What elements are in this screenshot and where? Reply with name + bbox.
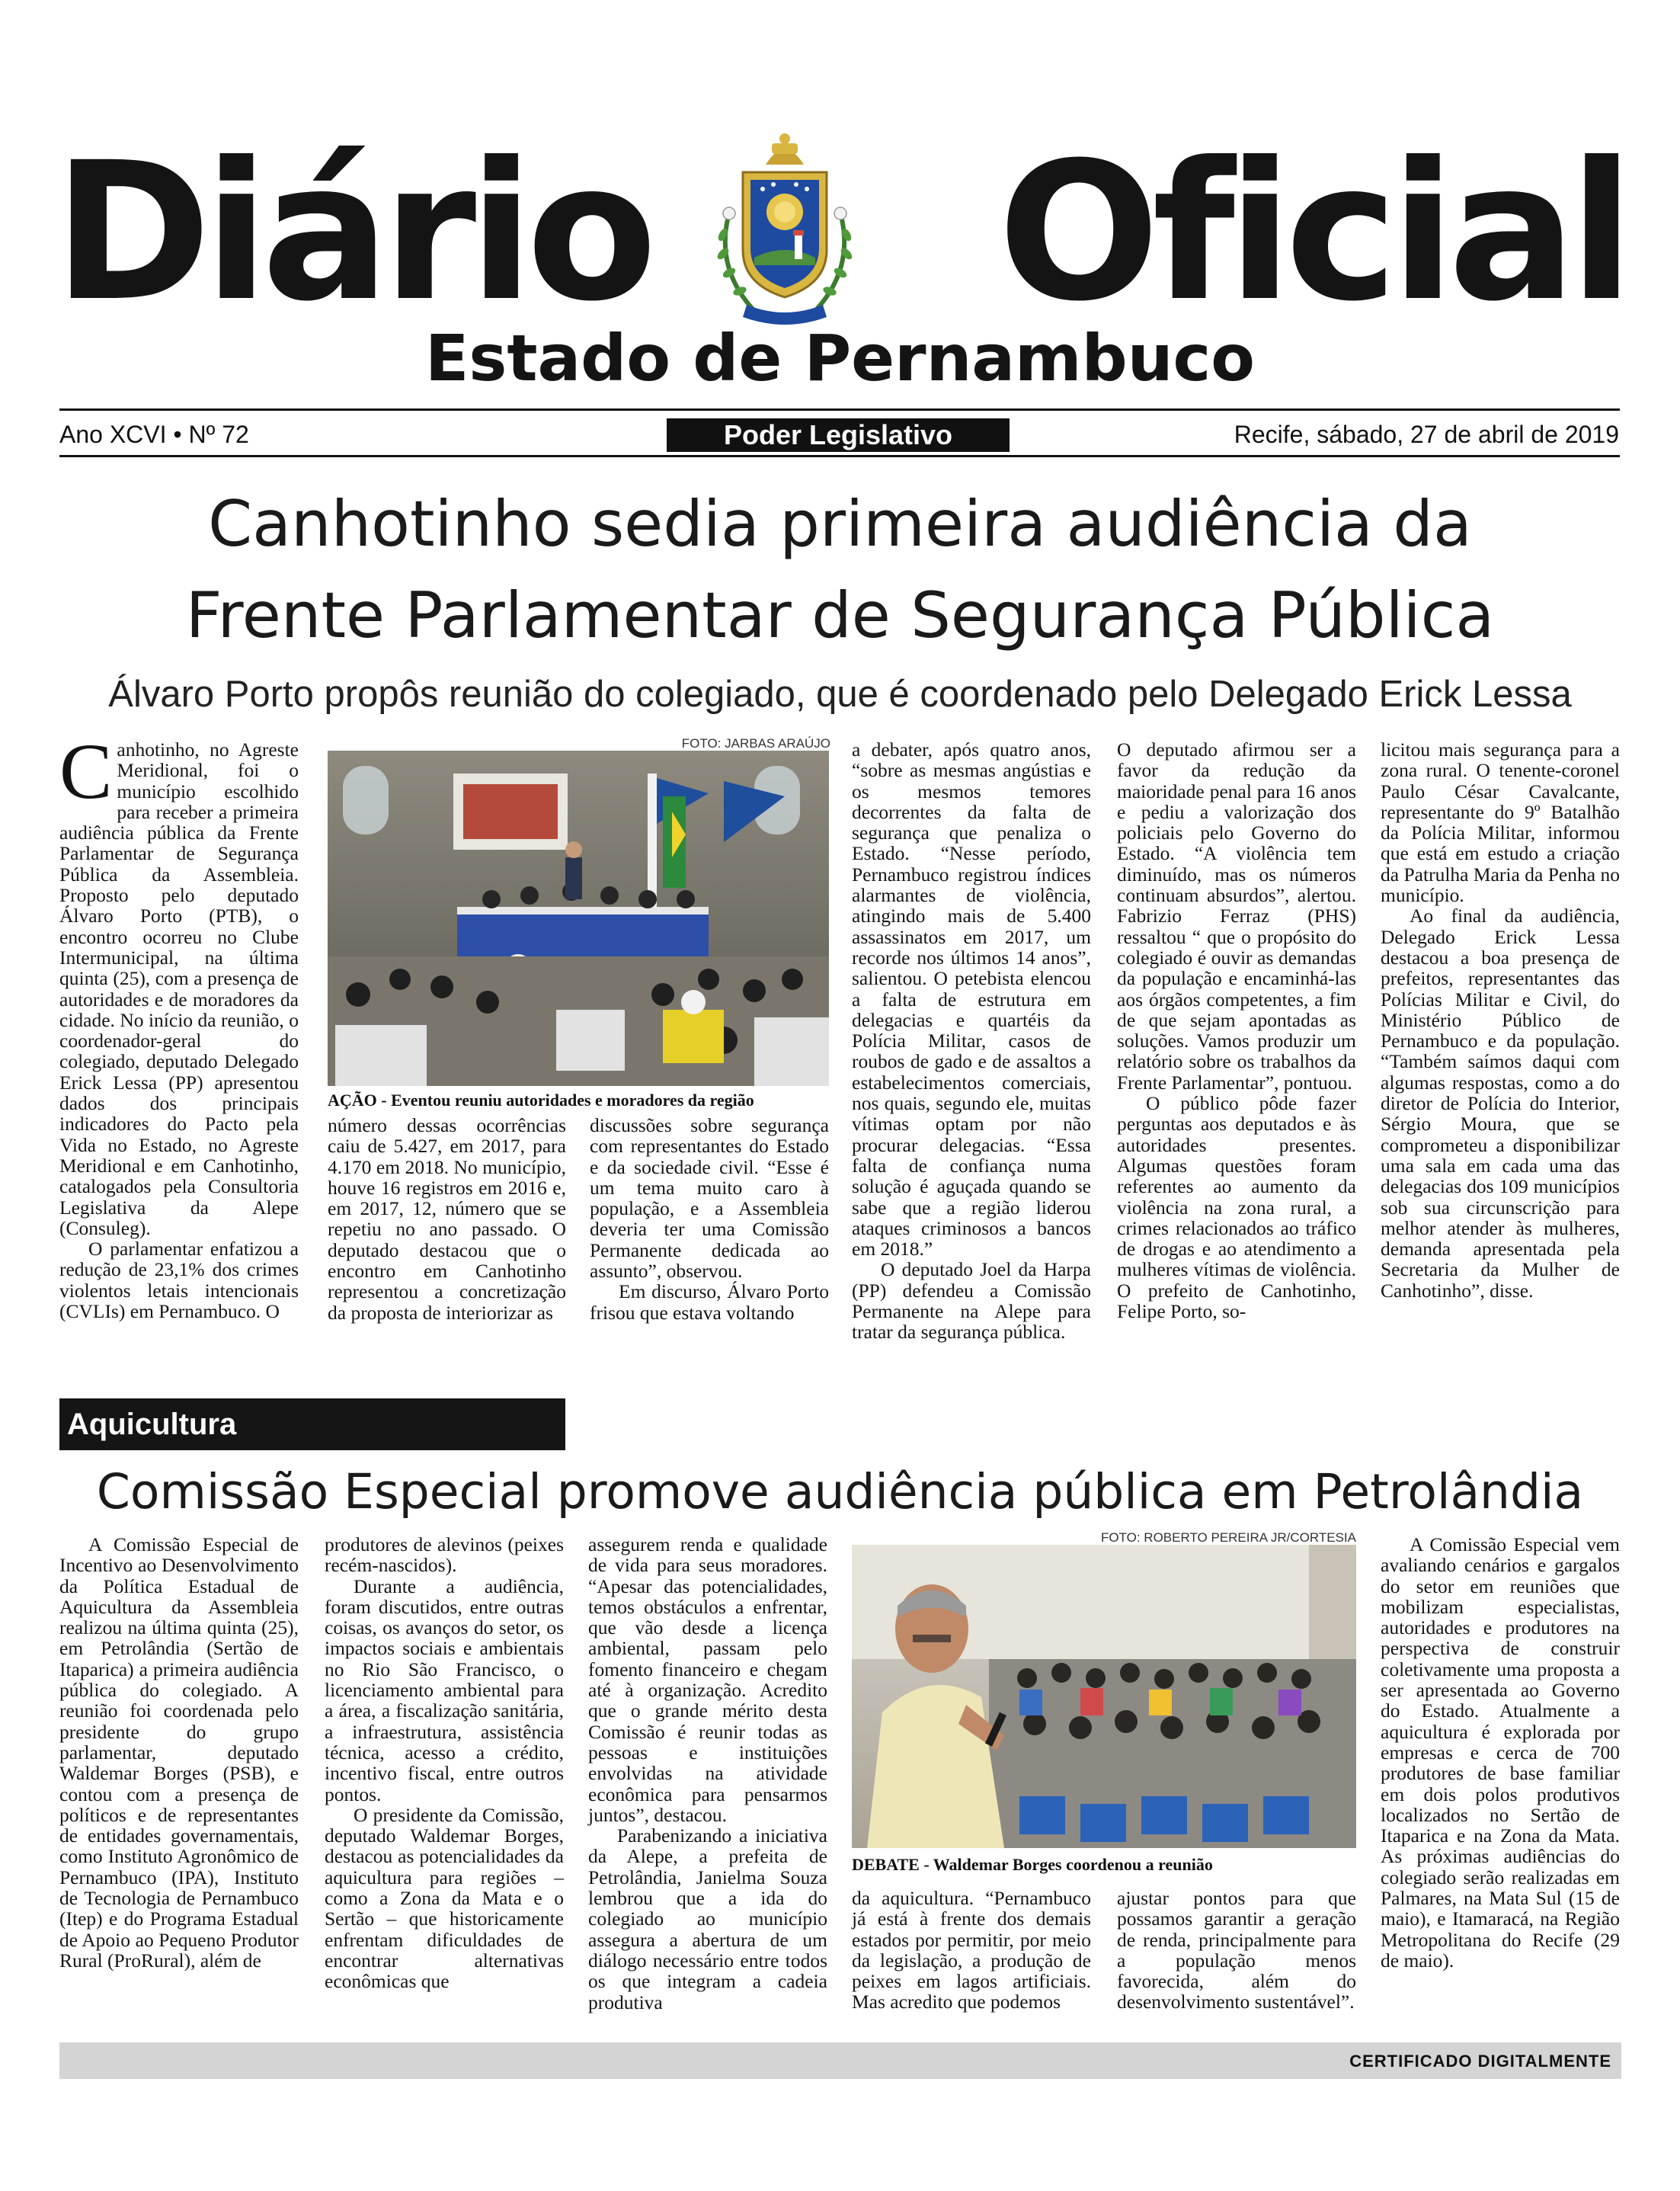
article1-photo-credit: FOTO: JARBAS ARAÚJO: [681, 736, 830, 751]
drop-cap: C: [59, 728, 113, 815]
article2-column-5: [1117, 1888, 1356, 2013]
article2-paragraph: Durante a audiência, foram discutidos, entre outras coisas, os avanços do setor, os impactos sociais e ambientais no Rio São Francisco, o licenciamento ambiental para a área, a fiscalização sanitária, a infraestrutura, assistência técnica, acesso a crédito, incentivo fiscal, entre outros pontos.: [325, 1574, 564, 1805]
article2-photo-caption: DEBATE - Waldemar Borges coordenou a reunião: [852, 1855, 1213, 1874]
article1-paragraph: discussões sobre segurança com representantes do Estado e da sociedade civil. “Esse é um tema muito caro à população, e a Assembleia deveria ter uma Comissão Permanente dedicada ao assunto”, observou.: [590, 1114, 829, 1283]
article1-paragraph: licitou mais segurança para a zona rural. O tenente-coronel Paulo César Cavalcante, representante do 9º Batalhão da Polícia Militar, informou que está em estudo a criação da Patrulha Maria da Penha no município.: [1381, 738, 1620, 907]
article1-column-4: [852, 739, 1091, 1343]
article2-headline: Comissão Especial promove audiência pública em Petrolândia: [96, 1464, 1584, 1520]
masthead: [0, 122, 1680, 343]
article1-photo-caption: AÇÃO - Eventou reuniu autoridades e moradores da região: [328, 1091, 754, 1110]
article2-column-6: [1381, 1534, 1620, 1971]
article1-paragraph: O público pôde fazer perguntas aos deputados e às autoridades presentes. Algumas questões foram referentes ao aumento da violência na zona rural, a crimes relacionados ao tráfico de drogas e ao atendimento a mulheres vítimas de violência. O prefeito de Canhotinho, Felipe Porto, so-: [1117, 1092, 1356, 1323]
digital-certification-label: CERTIFICADO DIGITALMENTE: [1349, 2052, 1611, 2071]
article1-text: anhotinho, no Agreste Meridional, foi o município escolhido para receber a primeira audiência pública da Frente Parlamentar de Segurança Pública da Assembleia. Proposto pelo deputado Álvaro Porto (PTB), o encontro ocorreu no Clube Intermunicipal, na última quinta (25), com a presença de autoridades e de moradores da cidade. No início da reunião, o coordenador-geral do colegiado, deputado Delegado Erick Lessa (PP) apresentou dados dos principais indicadores do Pacto pela Vida no Estado, no Agreste Meridional e em Canhotinho, catalogados pela Consultoria Legislativa da Alepe (Consuleg).: [59, 738, 299, 1239]
article1-paragraph: a debater, após quatro anos, “sobre as mesmas angústias e os mesmos temores decorrentes da falta de segurança que penaliza o Estado. “Nesse período, Pernambuco registrou índices alarmantes de violência, atingindo mais de 5.400 assassinatos em 2017, um recorde nos últimos 14 anos”, salientou. O petebista elencou a falta de estrutura em delegacias e quartéis da Polícia Militar, casos de roubos de gado e de assaltos a estabelecimentos comerciais, nos quais, segundo ele, muitas vítimas optam por não procurar delegacias. “Essa falta de confiança numa solução é aguçada quando se sabe que a região liderou ataques criminosos a bancos em 2018.”: [852, 738, 1091, 1260]
article1-paragraph: Em discurso, Álvaro Porto frisou que estava voltando: [590, 1280, 829, 1324]
article2-kicker: Aquicultura: [59, 1398, 565, 1450]
article1-paragraph: [59, 728, 299, 1239]
article2-paragraph: produtores de alevinos (peixes recém-nascidos).: [325, 1533, 564, 1577]
article1-column-6: [1381, 739, 1620, 1301]
article1-headline-line2: Frente Parlamentar de Segurança Pública: [185, 578, 1495, 652]
article1-photo: [328, 751, 829, 1086]
article2-photo: [852, 1545, 1356, 1848]
article1-column-3: [590, 1115, 829, 1323]
article1-column-5: [1117, 739, 1356, 1321]
article1-headline: [0, 479, 1680, 661]
article2-column-3: [588, 1534, 827, 2013]
article2-column-2: [325, 1534, 564, 1992]
article2-paragraph: da aquicultura. “Pernambuco já está à frente dos demais estados por permitir, por meio da legislação, a produção de peixes em lagos artificiais. Mas acredito que podemos: [852, 1887, 1091, 2013]
article1-paragraph: número dessas ocorrências caiu de 5.427, em 2017, para 4.170 em 2018. No município, houve 16 registros em 2016 e, em 2017, 12, número que se repetiu no ano passado. O deputado destacou que o encontro em Canhotinho representou a concretização da proposta de interiorizar as: [328, 1114, 566, 1324]
masthead-rule-bottom: [59, 455, 1620, 457]
article1-paragraph: O deputado Joel da Harpa (PP) defendeu a Comissão Permanente na Alepe para tratar da segurança pública.: [852, 1258, 1091, 1344]
article2-paragraph: assegurem renda e qualidade de vida para seus moradores. “Apesar das potencialidades, temos obstáculos a enfrentar, que vão desde a licença ambiental, passam pelo fomento financeiro e chegam até à organização. Acredito que o grande mérito desta Comissão é reunir todas as pessoas e instituições envolvidas na atividade econômica para pensarmos juntos”, destacou.: [588, 1533, 827, 1826]
article2-paragraph: O presidente da Comissão, deputado Waldemar Borges, destacou as potencialidades da aquicultura para regiões – como a Zona da Mata e o Sertão – que historicamente enfrentam dificuldades de encontrar alternativas econômicas que: [325, 1803, 564, 1993]
masthead-title-left: Diário: [53, 121, 650, 343]
article1-deck: Álvaro Porto propôs reunião do colegiado, que é coordenado pelo Delegado Erick Lessa: [108, 674, 1572, 715]
article1-paragraph: O parlamentar enfatizou a redução de 23,1% dos crimes violentos letais intencionais (CVLIs) em Pernambuco. O: [59, 1238, 299, 1323]
masthead-rule-top: [59, 408, 1620, 411]
article1-headline-line1: Canhotinho sedia primeira audiência da: [208, 487, 1472, 561]
article2-paragraph: Parabenizando a iniciativa da Alepe, a prefeita de Petrolândia, Janielma Souza lembrou que a ida do colegiado ao município assegura a abertura de um diálogo necessário entre todos os que integram a cadeia produtiva: [588, 1824, 827, 2013]
article1-column-2: [328, 1115, 566, 1323]
publication-date: Recife, sábado, 27 de abril de 2019: [1234, 421, 1619, 448]
article2-photo-credit: FOTO: ROBERTO PEREIRA JR/CORTESIA: [1100, 1530, 1356, 1545]
article1-column-1: [59, 728, 299, 1323]
article2-paragraph: A Comissão Especial de Incentivo ao Desenvolvimento da Política Estadual de Aquicultura da Assembleia realizou na última quinta (25), em Petrolândia (Sertão de Itaparica) a primeira audiência pública do colegiado. A reunião foi coordenada pelo presidente do grupo parlamentar, deputado Waldemar Borges (PSB), e contou com a presença de políticos e de representantes de entidades governamentais, como Instituto Agronômico de Pernambuco (IPA), Instituto de Tecnologia de Pernambuco (Itep) e do Programa Estadual de Apoio ao Pequeno Produtor Rural (ProRural), além de: [59, 1533, 299, 1972]
masthead-title-right: Oficial: [997, 121, 1627, 343]
masthead-subtitle: Estado de Pernambuco: [424, 321, 1256, 396]
article2-paragraph: A Comissão Especial vem avaliando cenários e gargalos do setor em reuniões que mobilizam especialistas, autoridades e produtores na perspectiva de construir coletivamente uma proposta a ser apresentada ao Governo do Estado. Atualmente a aquicultura é explorada por empresas e cerca de 700 produtores de base familiar em dois polos produtivos localizados no Sertão de Itaparica e na Zona da Mata. As próximas audiências do colegiado serão realizadas em Palmares, na Mata Sul (15 de maio), e Itamaracá, na Região Metropolitana do Recife (29 de maio).: [1381, 1533, 1620, 1972]
article1-paragraph: Ao final da audiência, Delegado Erick Lessa destacou a boa presença de prefeitos, representantes das Polícias Militar e Civil, do Ministério Público de Pernambuco e da população. “Também saímos daqui com algumas respostas, como a do diretor de Polícia do Interior, Sérgio Moura, que se comprometeu a disponibilizar uma sala em cada uma das delegacias dos 109 municípios sob sua circunscrição para melhor atender às mulheres, demanda apresentada pela Secretaria da Mulher de Canhotinho”, disse.: [1381, 905, 1620, 1302]
pernambuco-coat-of-arms-icon: [712, 128, 857, 330]
article1-paragraph: O deputado afirmou ser a favor da redução da maioridade penal para 16 anos e pediu a valorização dos policiais pelo Governo do Estado. “A violência tem diminuído, mas os números continuam absurdos”, alertou. Fabrizio Ferraz (PHS) ressaltou “ que o propósito do colegiado é ouvir as demandas da população e encaminhá-las aos órgãos competentes, a fim de que sejam apontadas as soluções. Vamos produzir um relatório sobre os trabalhos da Frente Parlamentar”, pontuou.: [1117, 738, 1356, 1094]
article2-column-4: [852, 1888, 1091, 2013]
article2-column-1: [59, 1534, 299, 1971]
edition-number: Ano XCVI • Nº 72: [59, 421, 249, 448]
section-label: Poder Legislativo: [667, 418, 1010, 452]
article2-paragraph: ajustar pontos para que possamos garantir a geração de renda, principalmente para a população menos favorecida, além do desenvolvimento sustentável”.: [1117, 1887, 1356, 2013]
